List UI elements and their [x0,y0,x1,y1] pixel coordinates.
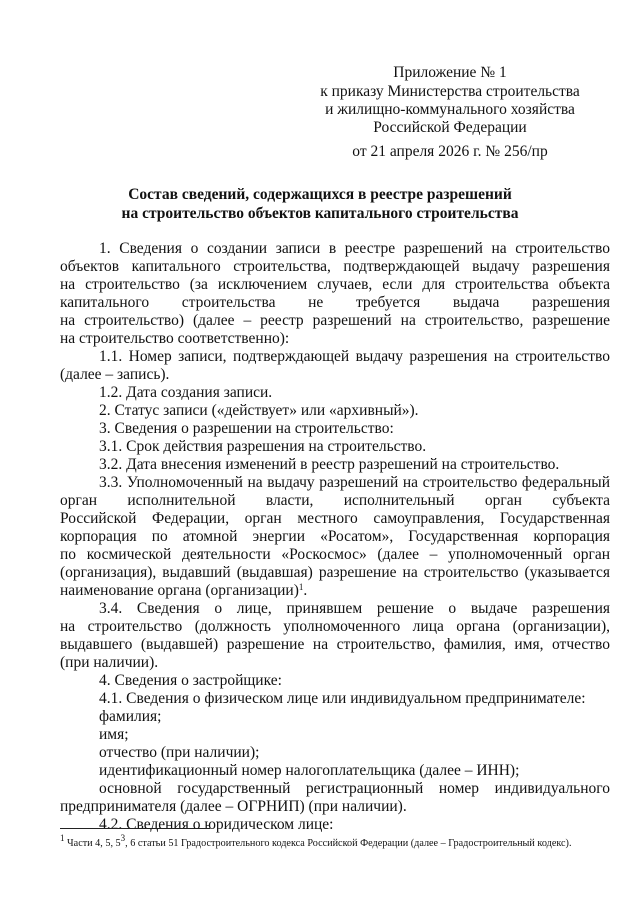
order-line-3: Российской Федерации [373,119,527,136]
body-line: 4. Сведения о застройщике: [99,672,282,689]
order-line-1: к приказу Министерства строительства [320,83,580,100]
appendix-number: Приложение № 1 [393,64,507,81]
body-line: на строительство (должность уполномоченного лица органа (организации), [60,618,610,635]
body-line: 3.1. Срок действия разрешения на строительство. [99,438,427,455]
body-line: имя; [99,726,129,743]
body-line: (далее – запись). [60,366,170,383]
body-line: на строительство (за исключением случаев, если для строительства объекта [60,276,610,293]
footnote-separator [60,828,210,829]
body-line: (при наличии). [60,654,159,671]
footnote-text: , 6 статьи 51 Градостроительного кодекса Российской Федерации (далее – Градостроительный кодекс). [125,838,572,849]
order-line-2: и жилищно-коммунального хозяйства [325,101,575,118]
body-line: отчество (при наличии); [99,744,260,761]
footnote [60,833,620,850]
footnote-reference: 1 [298,582,304,592]
body-line: 1. Сведения о создании записи в реестре разрешений на строительство [99,240,610,257]
body-line: (организация), выдавший (выдавшая) разрешение на строительство (указывается [60,564,610,581]
body-line: на строительство) (далее – реестр разрешений на строительство, разрешение [60,312,610,329]
body-text: наименование органа (организации) [60,582,299,599]
body-line: 3.4. Сведения о лице, принявшем решение о выдаче разрешения [99,600,610,617]
body-line: фамилия; [99,708,162,725]
body-line: предпринимателя (далее – ОГРНИП) (при наличии). [60,798,407,815]
body-line: 4.1. Сведения о физическом лице или индивидуальном предпринимателе: [99,690,586,707]
body-line: 3.3. Уполномоченный на выдачу разрешений на строительство федеральный [99,474,610,491]
body-line: 3.2. Дата внесения изменений в реестр разрешений на строительство. [99,456,560,473]
body-line: основной государственный регистрационный номер индивидуального [99,780,610,797]
body-line: 1.1. Номер записи, подтверждающей выдачу разрешения на строительство [99,348,610,365]
footnote-superscript: 3 [120,833,126,843]
document-title-line-2: на строительство объектов капитального строительства [121,205,519,222]
footnote-mark: 1 [60,833,65,843]
body-line: 3. Сведения о разрешении на строительство: [99,420,394,437]
order-date: от 21 апреля 2026 г. № 256/пр [352,143,548,160]
body-text: . [303,582,308,599]
body-line: идентификационный номер налогоплательщика (далее – ИНН); [99,762,520,779]
body-line: объектов капитального строительства, подтверждающей выдачу разрешения [60,258,610,275]
body-line: 1.2. Дата создания записи. [99,384,273,401]
body-line: выдавшего (выдавшей) разрешение на строительство, фамилия, имя, отчество [60,636,610,653]
body-line [60,582,610,600]
body-line: 2. Статус записи («действует» или «архивный»). [99,402,419,419]
body-line: по космической деятельности «Роскосмос» (далее – уполномоченный орган [60,546,610,563]
body-line: 4.2. Сведения о юридическом лице: [99,816,334,833]
document-title-line-1: Состав сведений, содержащихся в реестре разрешений [128,186,512,203]
body-line: Российской Федерации, орган местного самоуправления, Государственная [60,510,610,527]
body-line: капитального строительства не требуется выдача разрешения [60,294,610,311]
body-line: орган исполнительной власти, исполнительный орган субъекта [60,492,610,509]
body-line: корпорация по атомной энергии «Росатом», Государственная корпорация [60,528,610,545]
body-line: на строительство соответственно): [60,330,290,347]
footnote-text: Части 4, 5, 5 [64,838,121,849]
